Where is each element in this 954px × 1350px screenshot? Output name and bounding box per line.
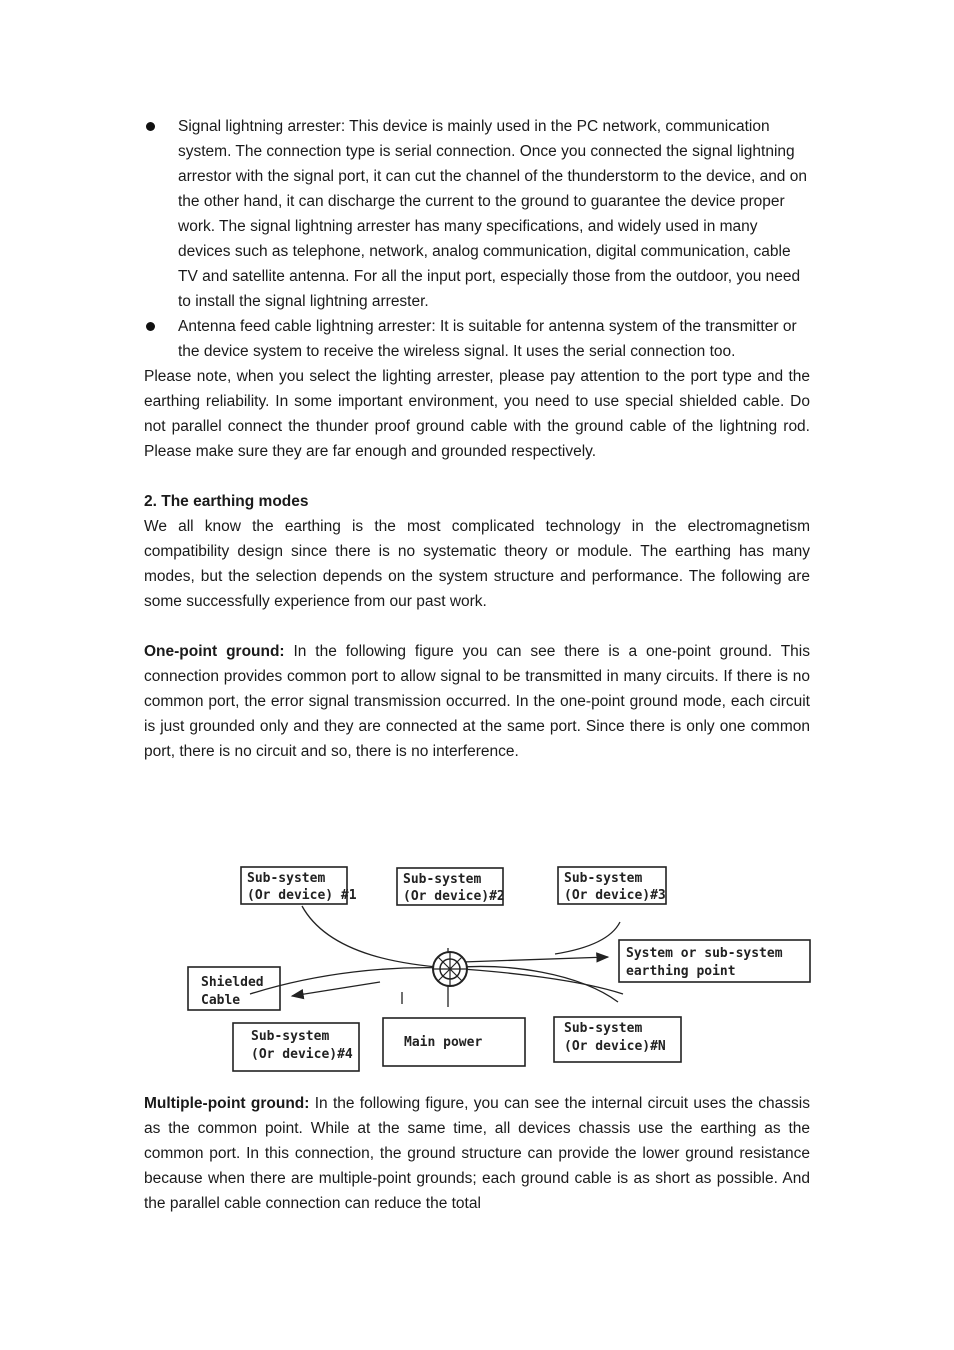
- section-heading: 2. The earthing modes: [144, 493, 309, 510]
- sub1-line1: Sub-system: [247, 871, 326, 886]
- multi-point-section: [144, 1091, 810, 1216]
- bullet-dot-icon: [146, 122, 155, 131]
- one-point-ground-diagram: [180, 862, 820, 1077]
- section-intro: We all know the earthing is the most complicated technology in the electromagnetism compatibility design since there is no systematic theory or module. The earthing has many modes, but the selection depends on the system structure and performance. The following are some successfully experience from our past work.: [144, 518, 810, 610]
- multi-point-text: In the following figure, you can see the internal circuit uses the chassis as the common point. While at the same time, all devices chassis use the earthing as the common port. In this connection, the ground structure can provide the lower ground resistance because when there are multiple-point grounds; each ground cable is as short as possible. And the parallel cable connection can reduce the total: [144, 1095, 810, 1212]
- earthing-line2: earthing point: [626, 964, 736, 979]
- sub4-line1: Sub-system: [251, 1029, 330, 1044]
- one-point-lead: One-point ground:: [144, 643, 285, 660]
- bullet-antenna-arrester: [144, 314, 810, 364]
- bullet-signal-arrester: [144, 114, 810, 314]
- sub4-line2: (Or device)#4: [251, 1047, 353, 1062]
- shielded-line2: Cable: [201, 993, 241, 1008]
- sub3-line2: (Or device)#3: [564, 888, 666, 903]
- one-point-text: In the following figure you can see there is a one-point ground. This connection provides common port to allow signal to be transmitted in many circuits. If there is no common port, the error signal transmission occurred. In the one-point ground mode, each circuit is just grounded only and they are connected at the same port. Since there is only one common port, there is no circuit and so, there is no interference.: [144, 643, 810, 760]
- subN-line1: Sub-system: [564, 1021, 643, 1036]
- bullet-text: Antenna feed cable lightning arrester: It is suitable for antenna system of the transmitter or the device system to receive the wireless signal. It uses the serial connection too.: [178, 318, 797, 360]
- sub1-line2: (Or device) #1: [247, 888, 357, 903]
- earthing-line1: System or sub-system: [626, 946, 783, 961]
- one-point-paragraph: [144, 639, 810, 764]
- document-page: [144, 114, 810, 764]
- sub2-line2: (Or device)#2: [403, 889, 505, 904]
- bullet-text: Signal lightning arrester: This device is mainly used in the PC network, communication system. The connection type is serial connection. Once you connected the signal lightning arrestor with the signal port, it can cut the channel of the thunderstorm to the device, and on the other hand, it can discharge the current to the ground to guarantee the device proper work. The signal lightning arrester has many specifications, and widely used in many devices such as telephone, network, analog communication, digital communication, cable TV and satellite antenna. For all the input port, especially those from the outdoor, you need to install the signal lightning arrester.: [178, 118, 807, 310]
- sub2-line1: Sub-system: [403, 872, 482, 887]
- main-power-label: Main power: [404, 1035, 483, 1050]
- note-paragraph: Please note, when you select the lighting arrester, please pay attention to the port type and the earthing reliability. In some important environment, you need to use special shielded cable. Do not parallel connect the thunder proof ground cable with the ground cable of the lightning rod. Please make sure they are far enough and grounded respectively.: [144, 368, 810, 460]
- subN-line2: (Or device)#N: [564, 1039, 666, 1054]
- bullet-dot-icon: [146, 322, 155, 331]
- sub3-line1: Sub-system: [564, 871, 643, 886]
- multi-point-paragraph: [144, 1091, 810, 1216]
- multi-point-lead: Multiple-point ground:: [144, 1095, 310, 1112]
- shielded-line1: Shielded: [201, 975, 264, 990]
